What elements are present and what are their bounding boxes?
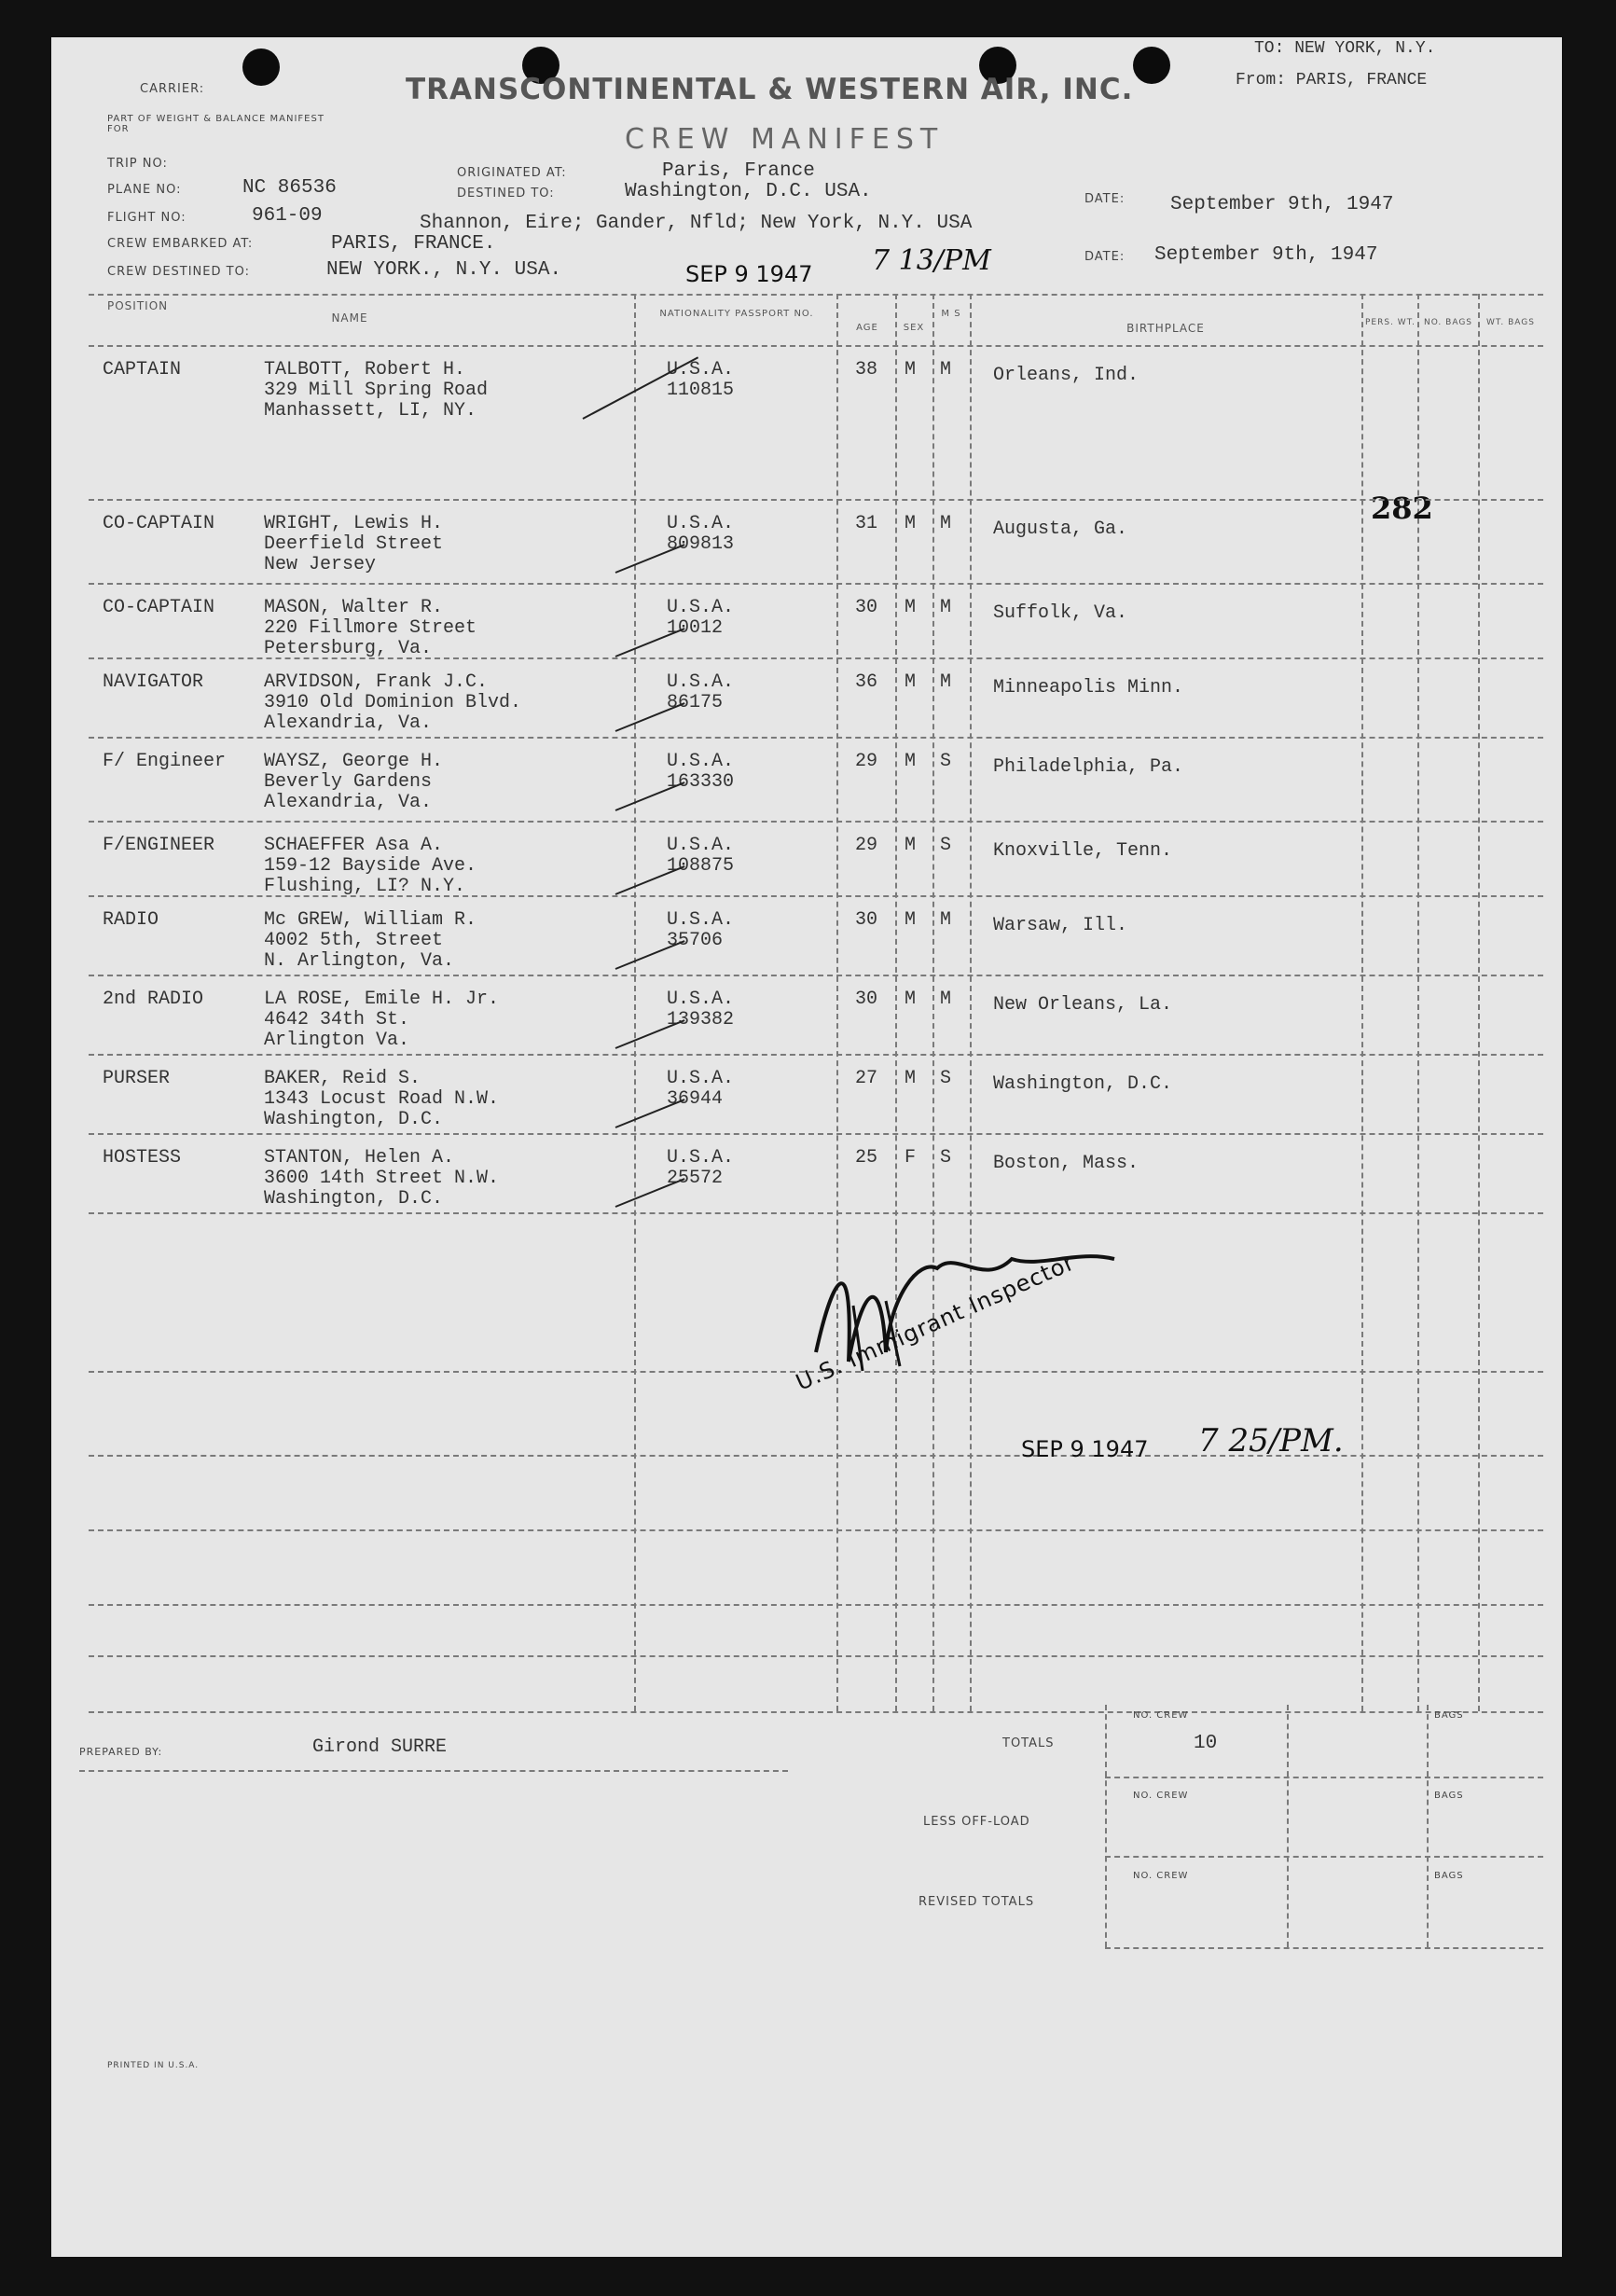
crew-age: 30	[855, 989, 878, 1010]
crew-address-line: 1343 Locust Road N.W.	[264, 1088, 500, 1110]
crew-date: September 9th, 1947	[1154, 244, 1378, 266]
date-label: DATE:	[1084, 192, 1126, 206]
no-crew-label: NO. CREW	[1133, 1710, 1189, 1721]
crew-nationality: U.S.A.	[667, 1147, 735, 1169]
crew-nationality: U.S.A.	[667, 751, 735, 772]
crew-position: NAVIGATOR	[103, 671, 204, 693]
totals-box-rule	[1287, 1705, 1289, 1947]
crew-sex: M	[905, 751, 917, 772]
totals-label: TOTALS	[1002, 1736, 1055, 1750]
crew-name-address	[264, 752, 443, 813]
crew-marital-status: M	[940, 359, 952, 380]
manifest-date: September 9th, 1947	[1170, 194, 1394, 215]
crew-nationality: U.S.A.	[667, 1068, 735, 1089]
column-rule	[634, 294, 636, 1711]
crew-name-address	[264, 1148, 499, 1210]
no-crew-label: NO. CREW	[1133, 1871, 1189, 1881]
crew-nationality: U.S.A.	[667, 989, 735, 1010]
crew-age: 29	[855, 751, 878, 772]
crew-passport: 139382	[667, 1009, 735, 1030]
crew-sex: M	[905, 909, 917, 931]
column-rule	[1361, 294, 1363, 1711]
col-birthplace: BIRTHPLACE	[1126, 322, 1205, 335]
less-off-load-label: LESS OFF-LOAD	[923, 1815, 1030, 1829]
punch-hole	[1133, 47, 1170, 84]
arrival-time-handwritten: 7 13/PM	[872, 244, 991, 277]
check-mark	[615, 865, 685, 895]
crew-marital-status: M	[940, 909, 952, 931]
crew-name: Mc GREW, William R.	[264, 909, 477, 931]
check-mark	[615, 544, 685, 574]
column-rule	[1478, 294, 1480, 1711]
crew-position: 2nd RADIO	[103, 989, 204, 1010]
total-crew-count: 10	[1194, 1733, 1218, 1754]
crew-position: HOSTESS	[103, 1147, 182, 1169]
crew-passport: 110815	[667, 380, 735, 401]
table-header-rule	[89, 345, 1543, 347]
column-rule	[836, 294, 838, 1711]
crew-name-address	[264, 836, 477, 897]
carrier-name: TRANSCONTINENTAL & WESTERN AIR, INC.	[406, 73, 1134, 106]
crew-name-address	[264, 989, 499, 1051]
to-destination: TO: NEW YORK, N.Y.	[1254, 39, 1436, 58]
crew-address-line: 159-12 Bayside Ave.	[264, 855, 477, 877]
crew-address-line: Alexandria, Va.	[264, 712, 433, 734]
crew-name-address	[264, 1069, 499, 1130]
crew-nationality: U.S.A.	[667, 671, 735, 693]
crew-name-address	[264, 514, 443, 575]
part-of-label: PART OF WEIGHT & BALANCE MANIFEST FOR	[107, 114, 325, 134]
crew-position: PURSER	[103, 1068, 171, 1089]
row-rule	[89, 1604, 1543, 1606]
col-wt-bags: WT. BAGS	[1486, 318, 1535, 327]
crew-age: 25	[855, 1147, 878, 1169]
row-rule	[89, 975, 1543, 976]
originated-at: Paris, France	[662, 160, 815, 182]
crew-address-line: Arlington Va.	[264, 1030, 410, 1051]
crew-age: 36	[855, 671, 878, 693]
arrival-date-stamp: SEP 9 1947	[685, 261, 813, 287]
from-origin: From: PARIS, FRANCE	[1236, 71, 1428, 90]
col-age: AGE	[856, 323, 878, 333]
crew-destined-to: NEW YORK., N.Y. USA.	[326, 259, 562, 281]
crew-address-line: 4642 34th St.	[264, 1009, 410, 1030]
crew-address-line: Alexandria, Va.	[264, 792, 433, 813]
crew-passport: 10012	[667, 617, 724, 639]
column-rule	[932, 294, 934, 1711]
originated-label: ORIGINATED AT:	[457, 166, 567, 180]
crew-name-address	[264, 672, 521, 734]
check-mark	[615, 781, 685, 811]
crew-passport: 35706	[667, 930, 724, 951]
check-mark	[615, 1019, 685, 1049]
row-rule	[89, 1054, 1543, 1056]
crew-age: 27	[855, 1068, 878, 1089]
column-rule	[970, 294, 972, 1711]
row-rule	[89, 657, 1543, 659]
crew-marital-status: M	[940, 989, 952, 1010]
crew-passport: 809813	[667, 533, 735, 555]
immigrant-inspector-stamp: U.S. Immigrant Inspector	[792, 1249, 1079, 1396]
column-rule	[895, 294, 897, 1711]
crew-address-line: 329 Mill Spring Road	[264, 380, 489, 401]
col-pers-wt: PERS. WT.	[1365, 318, 1416, 327]
row-rule	[89, 1655, 1543, 1657]
totals-box-rule	[1105, 1947, 1543, 1949]
crew-passport: 25572	[667, 1168, 724, 1189]
crew-sex: M	[905, 359, 917, 380]
crew-nationality: U.S.A.	[667, 359, 735, 380]
revised-totals-label: REVISED TOTALS	[918, 1895, 1035, 1909]
crew-address-line: 3600 14th Street N.W.	[264, 1168, 500, 1189]
trip-label: TRIP NO:	[107, 157, 168, 171]
table-bottom-rule	[89, 1711, 1543, 1713]
crew-birthplace: Philadelphia, Pa.	[993, 756, 1184, 778]
crew-marital-status: S	[940, 1147, 952, 1169]
crew-sex: M	[905, 1068, 917, 1089]
totals-box-rule	[1105, 1777, 1543, 1778]
col-position: POSITION	[107, 299, 169, 312]
crew-sex: M	[905, 597, 917, 618]
crew-name: WAYSZ, George H.	[264, 751, 444, 772]
check-mark	[615, 940, 685, 970]
crew-address-line: 220 Fillmore Street	[264, 617, 477, 639]
row-rule	[89, 1133, 1543, 1135]
check-mark	[615, 702, 685, 732]
crew-marital-status: S	[940, 751, 952, 772]
plane-number: NC 86536	[242, 177, 337, 199]
crew-name: ARVIDSON, Frank J.C.	[264, 671, 489, 693]
crew-name-address	[264, 598, 477, 659]
crew-address-line: New Jersey	[264, 554, 377, 575]
crew-marital-status: S	[940, 835, 952, 856]
plane-label: PLANE NO:	[107, 183, 182, 197]
crew-name: BAKER, Reid S.	[264, 1068, 421, 1089]
crew-passport: 108875	[667, 855, 735, 877]
crew-name: STANTON, Helen A.	[264, 1147, 455, 1169]
crew-birthplace: Minneapolis Minn.	[993, 677, 1184, 698]
crew-marital-status: M	[940, 671, 952, 693]
crew-birthplace: Orleans, Ind.	[993, 365, 1139, 386]
flight-label: FLIGHT NO:	[107, 211, 186, 225]
crew-address-line: Washington, D.C.	[264, 1188, 444, 1210]
crew-nationality: U.S.A.	[667, 909, 735, 931]
col-no-bags: NO. BAGS	[1423, 318, 1473, 327]
col-marital-status: M S	[941, 309, 961, 319]
crew-nationality: U.S.A.	[667, 835, 735, 856]
crew-destined-label: CREW DESTINED TO:	[107, 265, 250, 279]
col-nationality: NATIONALITY PASSPORT NO.	[659, 309, 814, 319]
printed-in-usa: PRINTED IN U.S.A.	[107, 2061, 200, 2070]
destined-to: Washington, D.C. USA.	[625, 181, 872, 202]
crew-sex: M	[905, 513, 917, 534]
crew-address-line: Deerfield Street	[264, 533, 444, 555]
crew-passport: 163330	[667, 771, 735, 793]
crew-marital-status: M	[940, 597, 952, 618]
crew-birthplace: New Orleans, La.	[993, 994, 1173, 1016]
crew-position: F/ENGINEER	[103, 835, 215, 856]
bags-label: BAGS	[1434, 1791, 1464, 1801]
bags-label: BAGS	[1434, 1871, 1464, 1881]
row-rule	[89, 737, 1543, 739]
crew-sex: M	[905, 989, 917, 1010]
date-label-2: DATE:	[1084, 250, 1126, 264]
row-rule	[89, 895, 1543, 897]
crew-sex: M	[905, 671, 917, 693]
crew-address-line: 3910 Old Dominion Blvd.	[264, 692, 522, 713]
crew-birthplace: Suffolk, Va.	[993, 602, 1128, 624]
crew-birthplace: Boston, Mass.	[993, 1153, 1139, 1174]
route: Shannon, Eire; Gander, Nfld; New York, N.Y. USA	[420, 213, 973, 234]
crew-name: WRIGHT, Lewis H.	[264, 513, 444, 534]
crew-embarked-at: PARIS, FRANCE.	[331, 233, 496, 255]
crew-birthplace: Washington, D.C.	[993, 1073, 1173, 1095]
crew-sex: F	[905, 1147, 917, 1169]
crew-address-line: 4002 5th, Street	[264, 930, 444, 951]
crew-address-line: Petersburg, Va.	[264, 638, 433, 659]
crew-nationality: U.S.A.	[667, 513, 735, 534]
crew-passport: 86175	[667, 692, 724, 713]
prepared-by-label: PREPARED BY:	[79, 1746, 163, 1758]
prepared-by-rule	[79, 1770, 788, 1772]
destined-label: DESTINED TO:	[457, 187, 555, 201]
carrier-label: CARRIER:	[140, 82, 205, 96]
punch-hole	[242, 48, 280, 86]
row-rule	[89, 583, 1543, 585]
crew-age: 30	[855, 909, 878, 931]
totals-box-rule	[1105, 1705, 1107, 1947]
totals-box-rule	[1427, 1705, 1429, 1947]
row-rule	[89, 1529, 1543, 1531]
row-rule	[89, 821, 1543, 823]
crew-address-line: Beverly Gardens	[264, 771, 433, 793]
crew-birthplace: Knoxville, Tenn.	[993, 840, 1173, 862]
flight-number: 961-09	[252, 205, 323, 227]
row-rule	[89, 1212, 1543, 1214]
crew-marital-status: S	[940, 1068, 952, 1089]
crew-birthplace: Augusta, Ga.	[993, 519, 1128, 540]
crew-name: SCHAEFFER Asa A.	[264, 835, 444, 856]
crew-embarked-label: CREW EMBARKED AT:	[107, 237, 254, 251]
prepared-by: Girond SURRE	[312, 1736, 448, 1758]
crew-age: 38	[855, 359, 878, 380]
check-mark	[615, 1178, 685, 1208]
no-crew-label: NO. CREW	[1133, 1791, 1189, 1801]
crew-age: 29	[855, 835, 878, 856]
bags-label: BAGS	[1434, 1710, 1464, 1721]
crew-age: 30	[855, 597, 878, 618]
crew-sex: M	[905, 835, 917, 856]
crew-passport: 36944	[667, 1088, 724, 1110]
crew-position: CO-CAPTAIN	[103, 597, 215, 618]
crew-position: CAPTAIN	[103, 359, 182, 380]
inspection-time-handwritten: 7 25/PM.	[1198, 1422, 1344, 1459]
crew-marital-status: M	[940, 513, 952, 534]
crew-address-line: Manhassett, LI, NY.	[264, 400, 477, 422]
crew-age: 31	[855, 513, 878, 534]
crew-position: F/ Engineer	[103, 751, 227, 772]
crew-address-line: N. Arlington, Va.	[264, 950, 455, 972]
totals-box-rule	[1105, 1856, 1543, 1858]
crew-name: MASON, Walter R.	[264, 597, 444, 618]
check-mark	[615, 628, 685, 657]
inspection-date-stamp: SEP 9 1947	[1021, 1436, 1149, 1462]
pers-weight-total: 282	[1371, 491, 1433, 526]
crew-birthplace: Warsaw, Ill.	[993, 915, 1128, 936]
crew-address-line: Washington, D.C.	[264, 1109, 444, 1130]
col-sex: SEX	[903, 323, 925, 333]
row-rule	[89, 499, 1543, 501]
crew-name-address	[264, 360, 488, 422]
crew-position: CO-CAPTAIN	[103, 513, 215, 534]
check-mark	[615, 1099, 685, 1128]
crew-manifest-sheet	[51, 37, 1562, 2257]
crew-nationality: U.S.A.	[667, 597, 735, 618]
crew-name-address	[264, 910, 477, 972]
crew-name: TALBOTT, Robert H.	[264, 359, 466, 380]
document-title: CREW MANIFEST	[625, 123, 945, 156]
crew-name: LA ROSE, Emile H. Jr.	[264, 989, 500, 1010]
crew-address-line: Flushing, LI? N.Y.	[264, 876, 466, 897]
col-name: NAME	[331, 311, 368, 325]
table-top-rule	[89, 294, 1543, 296]
crew-position: RADIO	[103, 909, 159, 931]
